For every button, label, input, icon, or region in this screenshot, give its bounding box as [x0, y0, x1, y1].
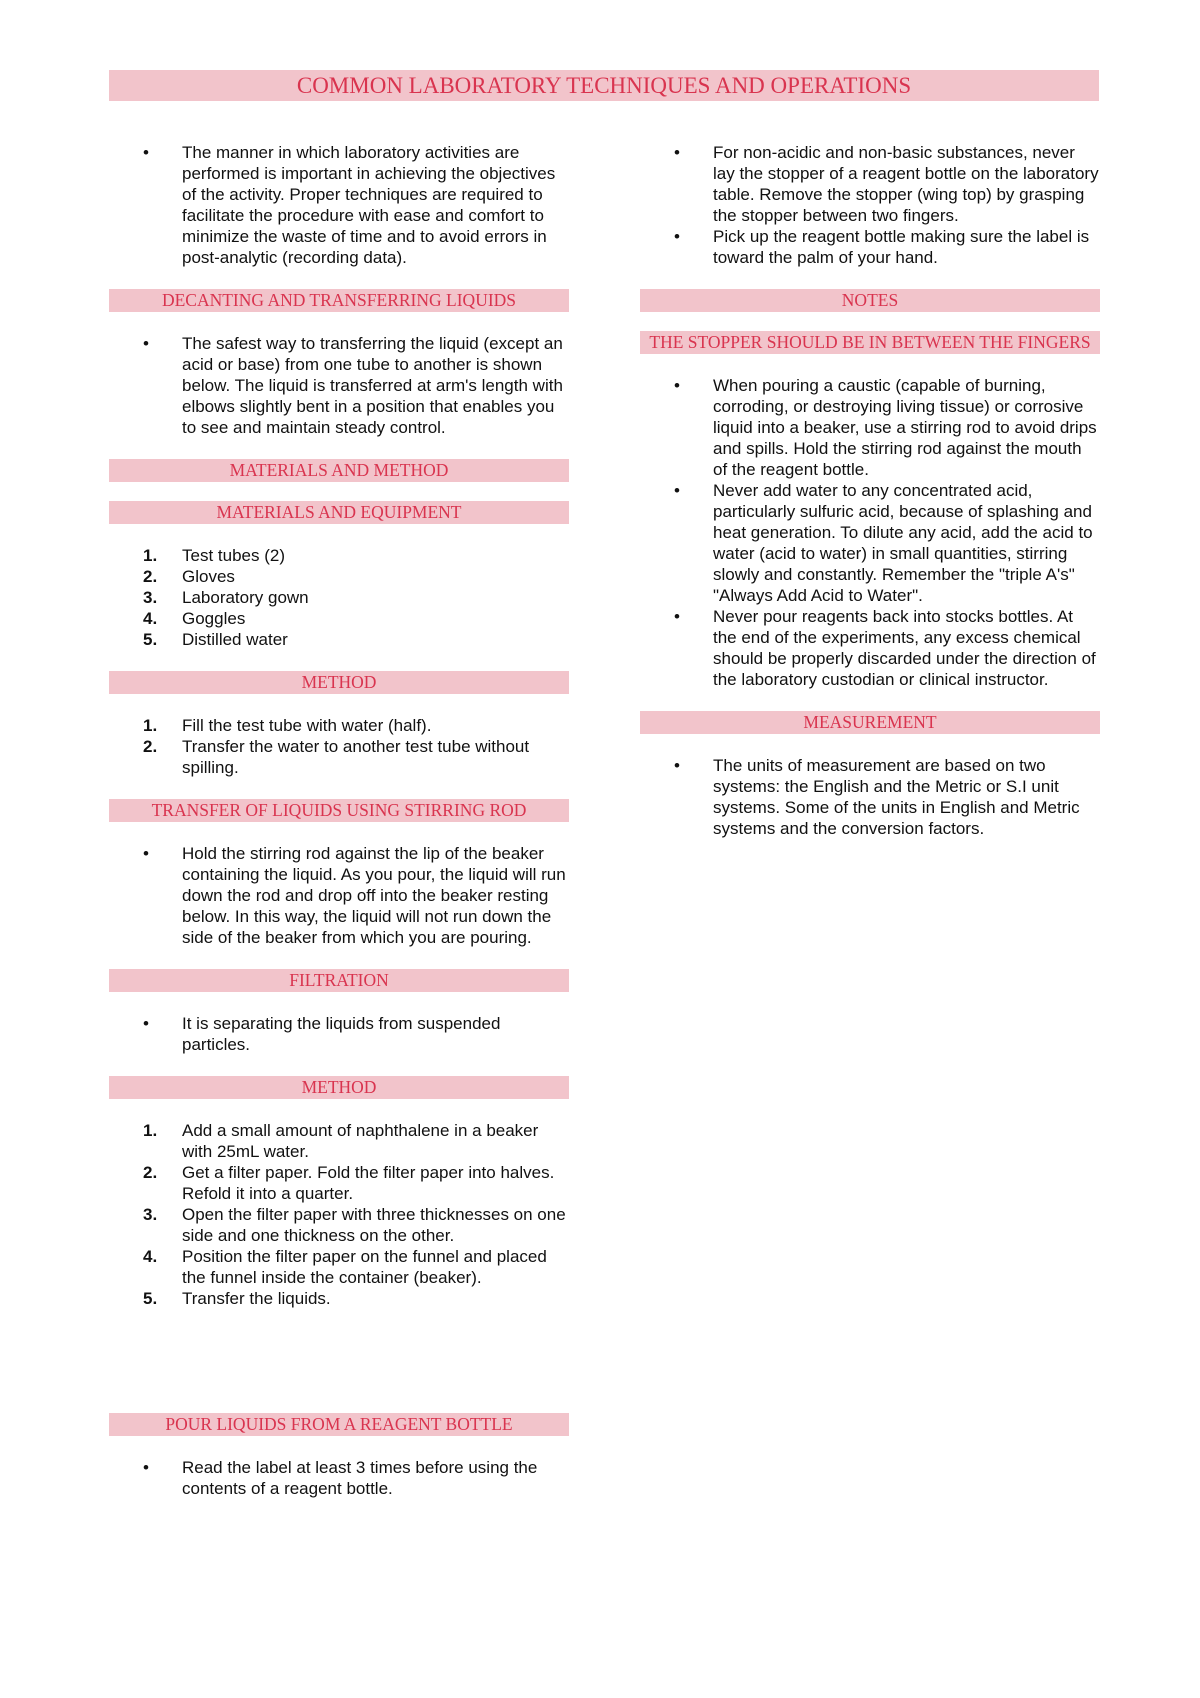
notes-bullets [640, 375, 1100, 690]
list-item: • Pick up the reagent bottle making sure the label is toward the palm of your hand. [640, 226, 1100, 268]
measurement-list [640, 755, 1100, 839]
reagent-bullets [640, 142, 1100, 268]
heading-method-2: METHOD [109, 1076, 569, 1099]
list-item: 3. Open the filter paper with three thicknesses on one side and one thickness on the other. [143, 1205, 566, 1245]
pour-paragraph: • Read the label at least 3 times before using the contents of a reagent bottle. [109, 1457, 569, 1499]
list-item: 2. Get a filter paper. Fold the filter paper into halves. Refold it into a quarter. [143, 1163, 555, 1203]
list-item: 1. Add a small amount of naphthalene in a beaker with 25mL water. [143, 1121, 539, 1161]
heading-materials-method: MATERIALS AND METHOD [109, 459, 569, 482]
stirring-paragraph: • Hold the stirring rod against the lip of the beaker containing the liquid. As you pour, the liquid will run down the rod and drop off into the beaker resting below. In this way, the liquid will not run down the side of the beaker from which you are pouring. [109, 843, 569, 948]
materials-list [109, 545, 569, 650]
list-item: 5. Distilled water [143, 630, 288, 649]
page-title: COMMON LABORATORY TECHNIQUES AND OPERATIONS [109, 70, 1099, 101]
list-item: 3. Laboratory gown [143, 588, 309, 607]
list-item: 5. Transfer the liquids. [143, 1289, 331, 1308]
heading-pour-reagent: POUR LIQUIDS FROM A REAGENT BOTTLE [109, 1413, 569, 1436]
filtration-paragraph: • It is separating the liquids from suspended particles. [109, 1013, 569, 1055]
list-item: • Never add water to any concentrated acid, particularly sulfuric acid, because of splashing and heat generation. To dilute any acid, add the acid to water (acid to water) in small quantities, stirring slowly and constantly. Remember the "triple A's" "Always Add Acid to Water". [640, 480, 1100, 606]
heading-filtration: FILTRATION [109, 969, 569, 992]
method1-list [109, 715, 569, 778]
heading-decanting: DECANTING AND TRANSFERRING LIQUIDS [109, 289, 569, 312]
decanting-list [109, 333, 569, 438]
list-item: 1. Test tubes (2) [143, 546, 285, 565]
intro-paragraph: • The manner in which laboratory activities are performed is important in achieving the objectives of the activity. Proper techniques are required to facilitate the procedure with ease and comfort to minimize the waste of time and to avoid errors in post-analytic (recording data). [109, 142, 569, 268]
list-item: 1. Fill the test tube with water (half). [143, 716, 432, 735]
right-column [640, 142, 1100, 839]
heading-measurement: MEASUREMENT [640, 711, 1100, 734]
list-item: 2. Gloves [143, 567, 235, 586]
heading-stirring-rod: TRANSFER OF LIQUIDS USING STIRRING ROD [109, 799, 569, 822]
heading-materials-equipment: MATERIALS AND EQUIPMENT [109, 501, 569, 524]
list-item: 4. Position the filter paper on the funnel and placed the funnel inside the container (beaker). [143, 1247, 547, 1287]
filtration-list [109, 1013, 569, 1055]
stirring-list [109, 843, 569, 948]
heading-notes: NOTES [640, 289, 1100, 312]
list-item: • Never pour reagents back into stocks bottles. At the end of the experiments, any excess chemical should be properly discarded under the direction of the laboratory custodian or clinical instructor. [640, 606, 1100, 690]
method2-list [109, 1120, 569, 1309]
measurement-paragraph: • The units of measurement are based on two systems: the English and the Metric or S.I unit systems. Some of the units in English and Metric systems and the conversion factors. [640, 755, 1100, 839]
list-item: 4. Goggles [143, 609, 246, 628]
list-item: • For non-acidic and non-basic substances, never lay the stopper of a reagent bottle on the laboratory table. Remove the stopper (wing top) by grasping the stopper between two fingers. [640, 142, 1100, 226]
heading-stopper: THE STOPPER SHOULD BE IN BETWEEN THE FINGERS [640, 331, 1100, 354]
intro-list [109, 142, 569, 268]
list-item: 2. Transfer the water to another test tube without spilling. [143, 737, 530, 777]
left-column [109, 142, 569, 1499]
pour-list [109, 1457, 569, 1499]
list-item: • When pouring a caustic (capable of burning, corroding, or destroying living tissue) or corrosive liquid into a beaker, use a stirring rod to avoid drips and spills. Hold the stirring rod against the mouth of the reagent bottle. [640, 375, 1100, 480]
decanting-paragraph: • The safest way to transferring the liquid (except an acid or base) from one tube to another is shown below. The liquid is transferred at arm's length with elbows slightly bent in a position that enables you to see and maintain steady control. [109, 333, 569, 438]
heading-method-1: METHOD [109, 671, 569, 694]
